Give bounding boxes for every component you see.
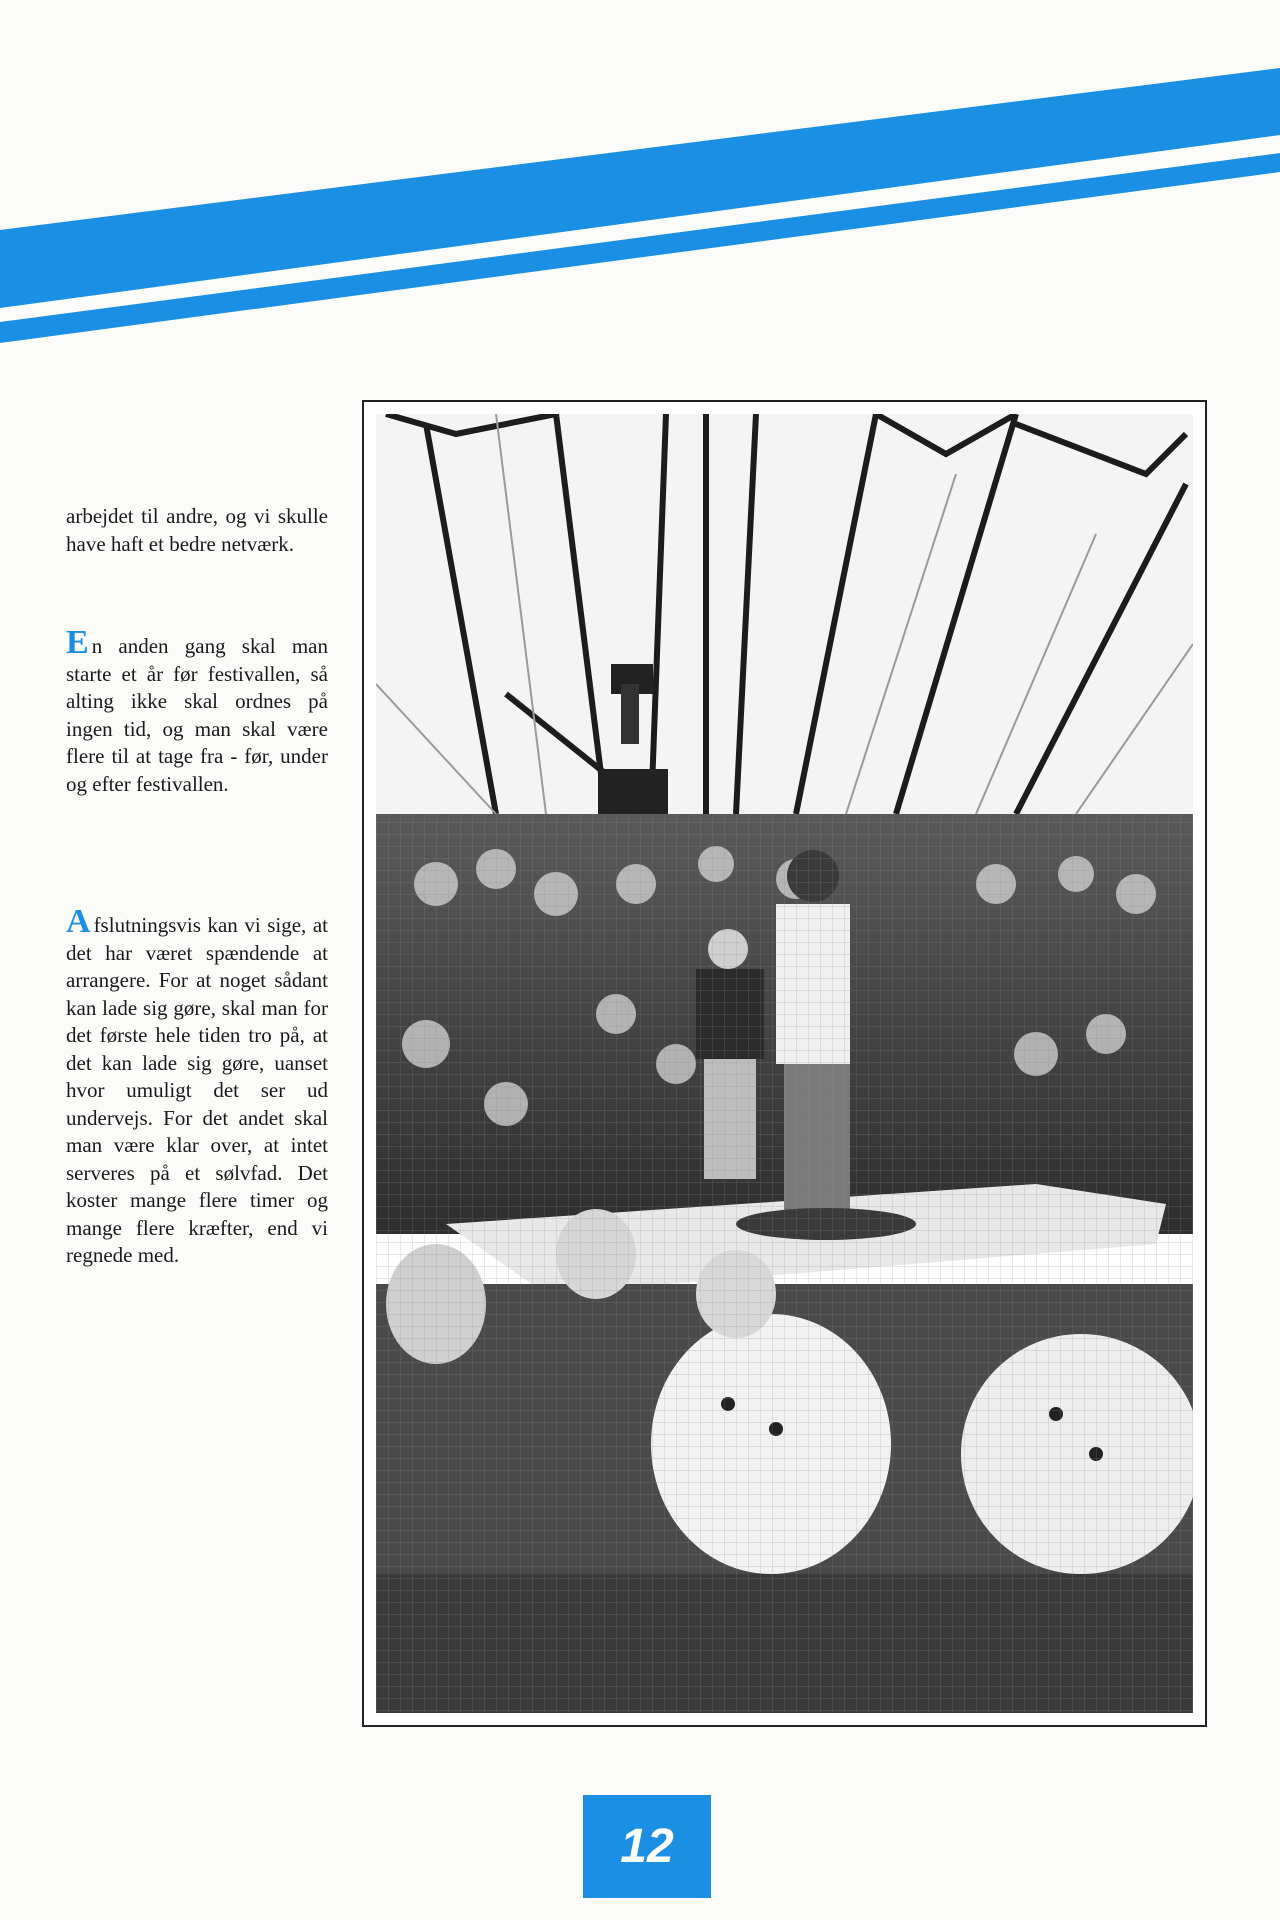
paragraph-1 (66, 503, 328, 558)
paragraph-3-text: fslutningsvis kan vi sige, at det har været spændende at arrangere. For at noget sådant kan lade sig gøre, skal man for det første hele tiden tro på, at det kan lade sig gøre, uanset hvor umuligt det ser ud undervejs. For det andet skal man være klar over, at intet serveres på et sølvfad. Det koster mange flere timer og mange flere kræfter, end vi regnede med. (66, 913, 328, 1267)
dropcap-a: A (66, 903, 91, 940)
paragraph-1-text: arbejdet til andre, og vi skulle have haft et bedre netværk. (66, 504, 328, 556)
paragraph-2 (66, 624, 328, 798)
dropcap-e: E (66, 624, 89, 661)
festival-tent-photo (376, 414, 1193, 1713)
page-number: 12 (583, 1795, 711, 1898)
photo-frame (362, 400, 1207, 1727)
paragraph-3 (66, 903, 328, 1270)
blue-diagonal-stripes (0, 0, 1280, 360)
paragraph-2-text: n anden gang skal man starte et år før festivallen, så alting ikke skal ordnes på ingen tid, og man skal være flere til at tage fra - før, under og efter festivallen. (66, 634, 328, 796)
